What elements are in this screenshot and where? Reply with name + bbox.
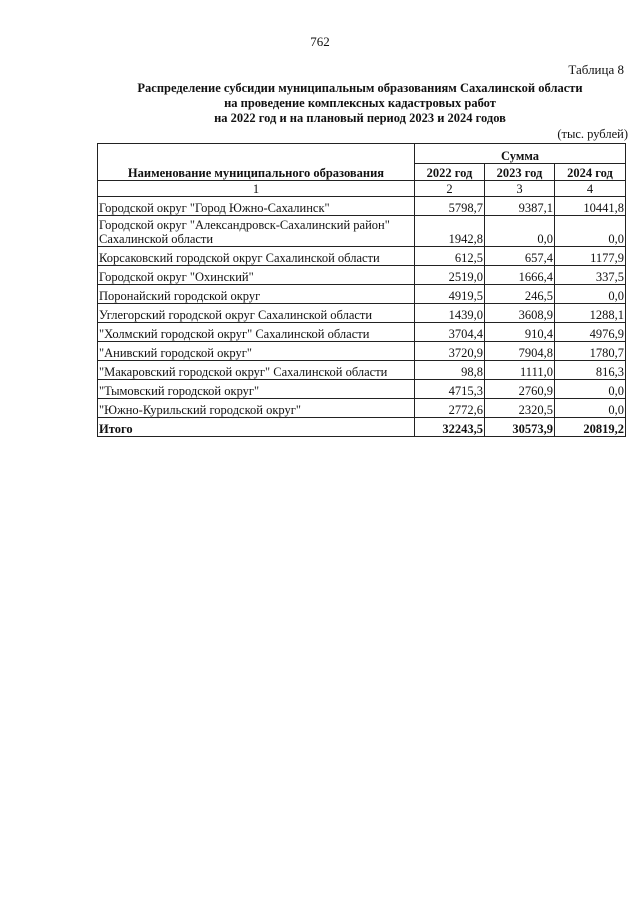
column-number: 3 <box>485 181 555 197</box>
table-row <box>98 380 626 399</box>
table-row <box>98 304 626 323</box>
municipality-name: "Тымовский городской округ" <box>98 380 415 399</box>
value-2022: 4715,3 <box>415 380 485 399</box>
header-sum: Сумма <box>415 144 626 164</box>
value-2022: 3720,9 <box>415 342 485 361</box>
value-2024: 10441,8 <box>555 197 626 216</box>
table-row <box>98 247 626 266</box>
value-2024: 1177,9 <box>555 247 626 266</box>
value-2022: 2519,0 <box>415 266 485 285</box>
value-2024: 1780,7 <box>555 342 626 361</box>
header-name: Наименование муниципального образования <box>98 144 415 181</box>
title-line-2: на проведение комплексных кадастровых работ <box>224 96 496 110</box>
value-2022: 3704,4 <box>415 323 485 342</box>
municipality-name: "Южно-Курильский городской округ" <box>98 399 415 418</box>
municipality-name: Городской округ "Город Южно-Сахалинск" <box>98 197 415 216</box>
value-2024: 0,0 <box>555 380 626 399</box>
table-label: Таблица 8 <box>568 62 624 77</box>
total-row <box>98 418 626 437</box>
value-2024: 0,0 <box>555 399 626 418</box>
column-number: 4 <box>555 181 626 197</box>
document-title <box>80 81 640 126</box>
value-2022: 5798,7 <box>415 197 485 216</box>
value-2022: 1942,8 <box>415 216 485 247</box>
page-number: 762 <box>310 34 330 49</box>
subsidy-table <box>97 143 626 437</box>
value-2023: 7904,8 <box>485 342 555 361</box>
value-2023: 3608,9 <box>485 304 555 323</box>
value-2023: 246,5 <box>485 285 555 304</box>
table-row <box>98 216 626 247</box>
municipality-name: Городской округ "Александровск-Сахалинский район" Сахалинской области <box>98 216 415 247</box>
column-number: 1 <box>98 181 415 197</box>
value-2022: 1439,0 <box>415 304 485 323</box>
value-2023: 657,4 <box>485 247 555 266</box>
value-2023: 9387,1 <box>485 197 555 216</box>
header-2022: 2022 год <box>415 163 485 180</box>
municipality-name: Городской округ "Охинский" <box>98 266 415 285</box>
value-2024: 0,0 <box>555 285 626 304</box>
title-line-1: Распределение субсидии муниципальным образованиям Сахалинской области <box>137 81 583 95</box>
units-label: (тыс. рублей) <box>557 127 628 141</box>
title-line-3: на 2022 год и на плановый период 2023 и 2024 годов <box>214 111 506 125</box>
column-number: 2 <box>415 181 485 197</box>
value-2022: 4919,5 <box>415 285 485 304</box>
header-2023: 2023 год <box>485 163 555 180</box>
municipality-name: "Холмский городской округ" Сахалинской области <box>98 323 415 342</box>
value-2024: 337,5 <box>555 266 626 285</box>
value-2023: 2320,5 <box>485 399 555 418</box>
total-2022: 32243,5 <box>415 418 485 437</box>
table-row <box>98 266 626 285</box>
total-2023: 30573,9 <box>485 418 555 437</box>
table-row <box>98 361 626 380</box>
municipality-name: Корсаковский городской округ Сахалинской области <box>98 247 415 266</box>
municipality-name: "Макаровский городской округ" Сахалинской области <box>98 361 415 380</box>
municipality-name: Углегорский городской округ Сахалинской области <box>98 304 415 323</box>
value-2023: 1666,4 <box>485 266 555 285</box>
municipality-name: Поронайский городской округ <box>98 285 415 304</box>
header-2024: 2024 год <box>555 163 626 180</box>
value-2024: 1288,1 <box>555 304 626 323</box>
value-2023: 910,4 <box>485 323 555 342</box>
table-row <box>98 323 626 342</box>
value-2024: 0,0 <box>555 216 626 247</box>
table-row <box>98 399 626 418</box>
value-2023: 2760,9 <box>485 380 555 399</box>
total-label: Итого <box>98 418 415 437</box>
table-row <box>98 285 626 304</box>
value-2023: 1111,0 <box>485 361 555 380</box>
value-2024: 816,3 <box>555 361 626 380</box>
value-2023: 0,0 <box>485 216 555 247</box>
value-2022: 2772,6 <box>415 399 485 418</box>
value-2022: 98,8 <box>415 361 485 380</box>
table-row <box>98 342 626 361</box>
total-2024: 20819,2 <box>555 418 626 437</box>
value-2024: 4976,9 <box>555 323 626 342</box>
value-2022: 612,5 <box>415 247 485 266</box>
municipality-name: "Анивский городской округ" <box>98 342 415 361</box>
table-row <box>98 197 626 216</box>
